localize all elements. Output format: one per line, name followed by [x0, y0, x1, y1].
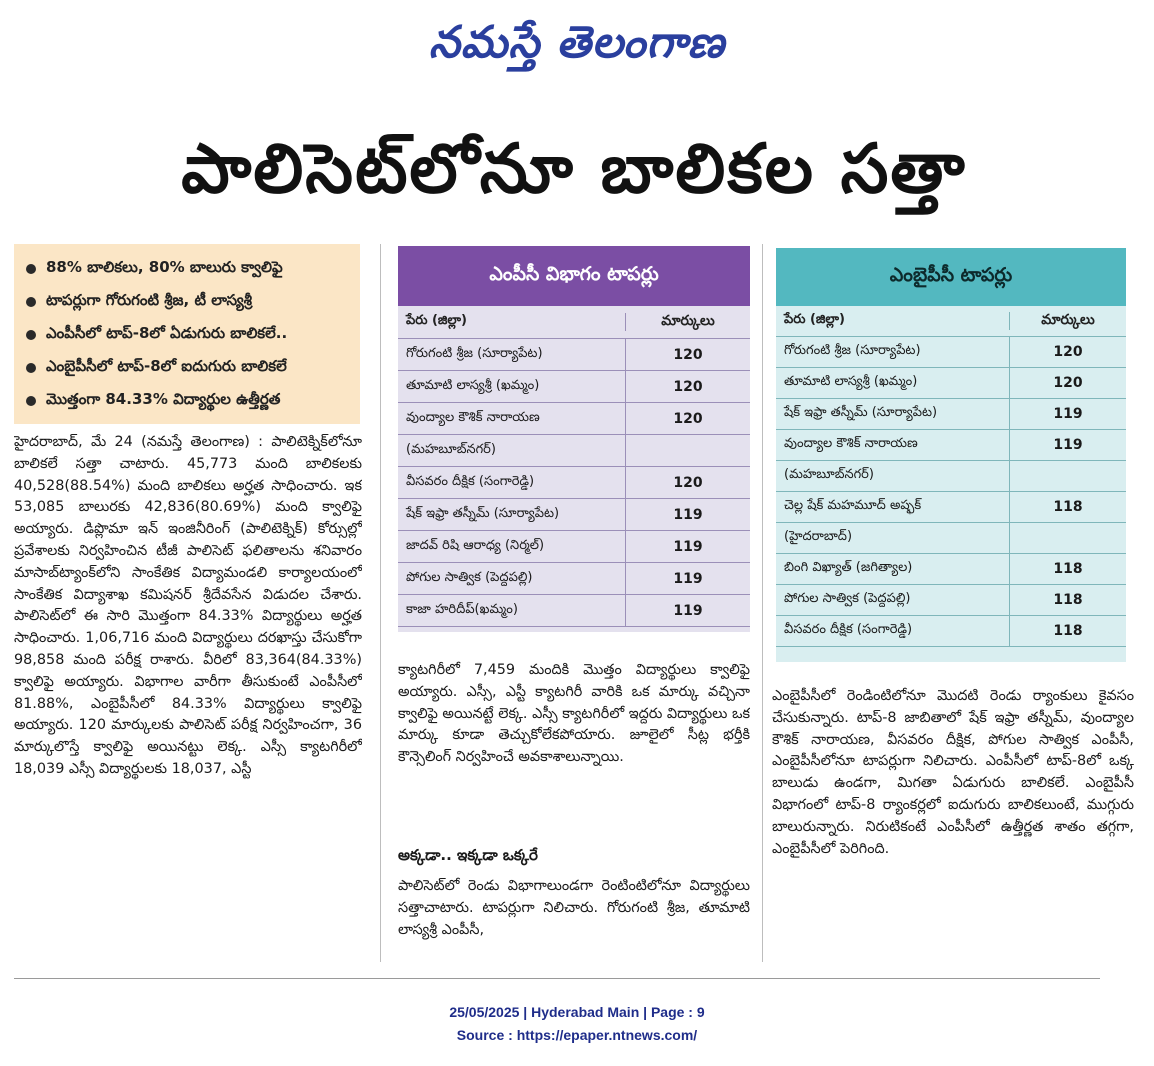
- highlight-item: [26, 351, 354, 384]
- topper-marks: 119: [673, 538, 703, 555]
- table-row: [398, 595, 750, 627]
- topper-name: (మహబూబ్‌నగర్‌): [776, 461, 1010, 491]
- topper-marks: 118: [1053, 623, 1083, 639]
- bullet-icon: [26, 330, 36, 340]
- col-header-marks: మార్కులు: [661, 312, 715, 329]
- table-row: [398, 435, 750, 467]
- table-row: [398, 403, 750, 435]
- table-row: [776, 616, 1126, 647]
- mpc-toppers-table: [398, 246, 750, 632]
- topper-name: వీసవరం దీక్షిక (సంగారెడ్డి): [776, 616, 1010, 646]
- masthead-logo: నమస్తే తెలంగాణ: [428, 17, 726, 68]
- table-row: [776, 368, 1126, 399]
- footer-source-link[interactable]: Source : https://epaper.ntnews.com/: [456, 1027, 698, 1043]
- bottom-divider: [14, 978, 1100, 979]
- topper-marks: 120: [1053, 375, 1083, 391]
- mpc-table-title: ఎంపీసీ విభాగం టాపర్లు: [398, 246, 750, 306]
- highlight-item: [26, 384, 354, 417]
- topper-name: చెల్ల షేక్‌ మహమూద్‌ అష్ఫక్‌: [776, 492, 1010, 522]
- topper-marks: 119: [673, 602, 703, 619]
- topper-name: వుంద్యాల కౌశిక్‌ నారాయణ: [398, 403, 626, 434]
- topper-marks: 119: [673, 570, 703, 587]
- topper-marks: 119: [673, 506, 703, 523]
- topper-name: బింగి విఖ్యాత్‌ (జగిత్యాల): [776, 554, 1010, 584]
- col-header-name: పేరు (జిల్లా): [398, 313, 626, 331]
- topper-marks: 119: [1053, 437, 1083, 453]
- topper-marks: [1010, 523, 1126, 553]
- table-row: [398, 499, 750, 531]
- topper-marks: [1010, 461, 1126, 491]
- topper-marks: 118: [1053, 561, 1083, 577]
- topper-marks: 120: [673, 410, 703, 427]
- bipc-toppers-table: [776, 248, 1126, 662]
- topper-marks: 120: [673, 378, 703, 395]
- topper-marks: 118: [1053, 499, 1083, 515]
- headline: పాలిసెట్‌లోనూ బాలికల సత్తా: [181, 130, 967, 209]
- table-row: [776, 399, 1126, 430]
- topper-marks: 120: [673, 474, 703, 491]
- topper-name: వుంద్యాల కౌశిక్‌ నారాయణ: [776, 430, 1010, 460]
- table-row: [776, 585, 1126, 616]
- highlight-text: టాపర్లుగా గోరుగంటి శ్రీజ, టీ లాస్యశ్రీ: [46, 290, 252, 309]
- bipc-table-title: ఎంబైపీసీ టాపర్లు: [776, 248, 1126, 306]
- topper-name: (హైదరాబాద్‌): [776, 523, 1010, 553]
- col-header-marks: మార్కులు: [1041, 311, 1095, 328]
- highlights-box: [14, 244, 360, 424]
- table-row: [776, 492, 1126, 523]
- article-column-2: క్యాటగిరీలో 7,459 మందికి మొత్తం విద్యార్థులు క్వాలిఫై అయ్యారు. ఎస్సీ, ఎస్టీ క్యాటగిరీ వారికి ఒక మార్కు వచ్చినా క్వాలిఫై అయినట్టే లెక్క. ఎస్సీ క్యాటగిరీలో ఇద్దరు విద్యార్థులు ఒక మార్కు కూడా తెచ్చుకోలేకపోయారు. జూలైలో సీట్ల భర్తీకి కౌన్సెలింగ్‌ నిర్వహించే అవకాశాలున్నాయి.: [398, 662, 750, 766]
- table-row: [776, 523, 1126, 554]
- highlight-text: 88% బాలికలు, 80% బాలురు క్వాలిఫై: [46, 257, 283, 276]
- topper-name: వీసవరం దీక్షిక (సంగారెడ్డి): [398, 467, 626, 498]
- table-row: [776, 554, 1126, 585]
- topper-name: గోరుగంటి శ్రీజ (సూర్యాపేట): [398, 339, 626, 370]
- table-row: [398, 339, 750, 371]
- highlight-text: ఎంపీసీలో టాప్‌-8లో ఏడుగురు బాలికలే..: [46, 323, 288, 342]
- highlight-item: [26, 285, 354, 318]
- topper-marks: 120: [1053, 344, 1083, 360]
- footer-date-edition: 25/05/2025 | Hyderabad Main | Page : 9: [449, 1004, 705, 1020]
- topper-name: షేక్‌ ఇఫ్రా తస్నీమ్‌ (సూర్యాపేట): [776, 399, 1010, 429]
- article-subheading: అక్కడా.. ఇక్కడా ఒక్కరే: [398, 846, 538, 864]
- topper-name: కాజా హరిదీప్‌(ఖమ్మం): [398, 595, 626, 626]
- table-row: [776, 461, 1126, 492]
- topper-name: షేక్‌ ఇఫ్రా తస్నీమ్‌ (సూర్యాపేట): [398, 499, 626, 530]
- topper-marks: 120: [673, 346, 703, 363]
- topper-marks: 118: [1053, 592, 1083, 608]
- topper-name: పోగుల సాత్విక (పెద్దపల్లి): [776, 585, 1010, 615]
- column-divider: [380, 244, 381, 962]
- highlight-item: [26, 252, 354, 285]
- highlight-item: [26, 318, 354, 351]
- topper-marks: [626, 435, 750, 466]
- article-column-2b: పాలిసెట్‌లో రెండు విభాగాలుండగా రెంటింటిలోనూ విద్యార్థులు సత్తాచాటారు. టాపర్లుగా నిలిచారు. గోరుగంటి శ్రీజ, తూమాటి లాస్యశ్రీ ఎంపీసీ,: [398, 878, 750, 938]
- topper-marks: 119: [1053, 406, 1083, 422]
- column-divider: [762, 244, 763, 962]
- table-row: [398, 531, 750, 563]
- bullet-icon: [26, 264, 36, 274]
- bipc-table-header: [776, 306, 1126, 337]
- article-column-1: హైదరాబాద్‌, మే 24 (నమస్తే తెలంగాణ) : పాలిటెక్నిక్‌లోనూ బాలికలే సత్తా చాటారు. 45,773 మంది బాలికలకు 40,528(88.54%) మంది బాలికలు అర్హత సాధించారు. ఇక 53,085 బాలురకు 42,836(80.69%) మంది క్వాలిఫై అయ్యారు. డిప్లొమా ఇన్‌ ఇంజినీరింగ్‌ (పాలిటెక్నిక్‌) కోర్సుల్లో ప్రవేశాలకు నిర్వహించిన టీజీ పాలిసెట్‌ ఫలితాలను శనివారం మాసాబ్‌ట్యాంక్‌లోని సాంకేతిక విద్యామండలి కార్యాలయంలో సాంకేతిక విద్యాశాఖ కమిషనర్‌ శ్రీదేవసేన విడుదల చేశారు. పాలిసెట్‌లో ఈ సారి మొత్తంగా 84.33% విద్యార్థులు అర్హత సాధించారు. 1,06,716 మంది విద్యార్థులు దరఖాస్తు చేసుకోగా 98,858 మంది పరీక్ష రాశారు. వీరిలో 83,364(84.33%) క్వాలిఫై అయ్యారు. విభాగాల వారీగా తీసుకుంటే ఎంపీసీలో 81.88%, ఎంబైపీసీలో 84.33% విద్యార్థులు క్వాలిఫై అయ్యారు. 120 మార్కులకు పాలిసెట్‌ పరీక్ష నిర్వహించగా, 36 మార్కులొస్తే క్వాలిఫై అయినట్టు లెక్క. ఎస్సీ క్యాటగిరీలో 18,039 ఎస్సీ విద్యార్థులకు 18,037, ఎస్టీ: [14, 434, 362, 777]
- col-header-name: పేరు (జిల్లా): [776, 312, 1010, 330]
- table-row: [398, 467, 750, 499]
- table-row: [776, 337, 1126, 368]
- bullet-icon: [26, 297, 36, 307]
- topper-name: పోగుల సాత్విక (పెద్దపల్లి): [398, 563, 626, 594]
- topper-name: తూమాటి లాస్యశ్రీ (ఖమ్మం): [776, 368, 1010, 398]
- topper-name: తూమాటి లాస్యశ్రీ (ఖమ్మం): [398, 371, 626, 402]
- bullet-icon: [26, 396, 36, 406]
- bullet-icon: [26, 363, 36, 373]
- topper-name: గోరుగంటి శ్రీజ (సూర్యాపేట): [776, 337, 1010, 367]
- article-column-3: ఎంబైపీసీలో రెండింటిలోనూ మొదటి రెండు ర్యాంకులు కైవసం చేసుకున్నారు. టాప్‌-8 జాబితాలో షేక్‌ ఇఫ్రా తస్నీమ్‌, వుంద్యాల కౌశిక్‌ నారాయణ, వీసవరం దీక్షిక, పోగుల సాత్విక ఎంపీసీ, ఎంబైపీసీలోనూ టాపర్లుగా నిలిచారు. ఎంపీసీలో టాప్‌-8లో ఒక్క బాలుడు ఉండగా, మిగతా ఏడుగురు బాలికలే. ఎంబైపీసీ విభాగంలో టాప్‌-8 ర్యాంకర్లలో ఐదుగురు బాలికలుంటే, ముగ్గురు బాలురున్నారు. నిరుటికంటే ఎంపీసీలో ఉత్తీర్ణత శాతం తగ్గగా, ఎంబైపీసీలో పెరిగింది.: [772, 688, 1134, 857]
- table-row: [398, 563, 750, 595]
- topper-name: (మహబూబ్‌నగర్‌): [398, 435, 626, 466]
- highlight-text: మొత్తంగా 84.33% విద్యార్థుల ఉత్తీర్ణత: [46, 389, 281, 408]
- table-row: [776, 430, 1126, 461]
- mpc-table-header: [398, 306, 750, 339]
- topper-name: జాదవ్‌ రిషి ఆరాధ్య (నిర్మల్‌): [398, 531, 626, 562]
- highlight-text: ఎంబైపీసీలో టాప్‌-8లో ఐదుగురు బాలికలే: [46, 356, 287, 375]
- table-row: [398, 371, 750, 403]
